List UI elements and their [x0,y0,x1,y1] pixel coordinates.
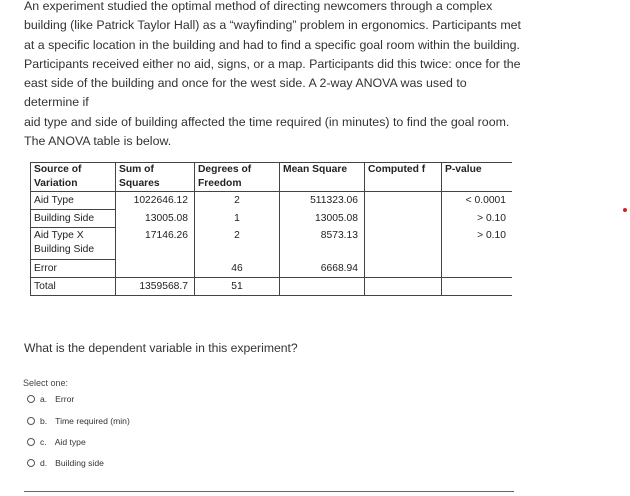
cell-source: Error [31,260,116,278]
radio-button-icon[interactable] [27,417,35,425]
header-sum-of-squares [116,163,195,192]
cell-df: 2 [195,228,280,260]
option-letter: a. [40,394,48,404]
intro-line: Participants received either no aid, signs, or a map. Participants did this twice: once for the [24,56,521,71]
header-computed-f [365,163,442,192]
header-text: Variation [34,178,78,189]
cell-source-text: Building Side [34,244,95,255]
cell-ms: 13005.08 [280,210,365,228]
option-letter: d. [40,458,48,468]
cell-source: Total [31,278,116,296]
cell-ms [280,278,365,296]
header-text: Sum of [119,164,154,175]
option-label: Time required (min) [55,416,130,426]
cell-ss: 13005.08 [116,210,195,228]
divider [24,491,514,492]
cell-f [365,260,442,278]
cell-source: Building Side [31,210,116,228]
header-text: Computed f [368,164,426,175]
table-row [31,210,513,228]
marker-dot-icon [623,208,627,212]
radio-button-icon[interactable] [27,459,35,467]
cell-f [365,278,442,296]
anova-table [30,162,512,296]
header-text: Degrees of [198,164,252,175]
cell-df: 1 [195,210,280,228]
option-d[interactable] [27,456,104,470]
cell-ms: 8573.13 [280,228,365,260]
table-row [31,278,513,296]
intro-line: building (like Patrick Taylor Hall) as a “wayfinding” problem in ergonomics. Participants met [24,18,521,33]
option-b[interactable] [27,414,130,428]
intro-line: at a specific location in the building and had to find a specific goal room within the building. [24,37,520,52]
option-letter: c. [40,437,47,447]
option-c[interactable] [27,435,86,449]
option-label: Aid type [54,437,86,447]
question-text: What is the dependent variable in this experiment? [24,341,298,355]
option-label: Building side [55,458,104,468]
header-text: Mean Square [283,164,348,175]
question-intro [24,0,524,151]
cell-df: 46 [195,260,280,278]
option-a[interactable] [27,392,74,406]
header-text: Squares [119,178,160,189]
header-mean-square [280,163,365,192]
cell-ss: 17146.26 [116,228,195,260]
table-row [31,260,513,278]
select-one-label: Select one: [23,378,69,388]
header-text: P-value [445,164,482,175]
cell-p [442,278,513,296]
cell-p: < 0.0001 [465,195,506,206]
cell-p: > 0.10 [477,229,506,241]
table-row [31,228,513,260]
cell-f [365,192,442,210]
intro-line: The ANOVA table is below. [24,134,172,149]
table-header-row [31,163,513,192]
cell-df: 51 [195,278,280,296]
cell-p [442,260,513,278]
header-degrees-of-freedom [195,163,280,192]
header-text: Freedom [198,178,242,189]
cell-df: 2 [195,192,280,210]
cell-ms: 6668.94 [280,260,365,278]
cell-source [31,228,116,260]
intro-line: An experiment studied the optimal method of directing newcomers through a complex [24,0,493,13]
table-row [31,192,513,210]
cell-source-text: Aid Type X [34,230,84,241]
radio-button-icon[interactable] [27,438,35,446]
cell-ss: 1359568.7 [116,278,195,296]
header-p-value [442,163,513,192]
radio-button-icon[interactable] [27,395,35,403]
cell-f [365,228,442,260]
cell-ms: 511323.06 [280,192,365,210]
cell-ss: 1022646.12 [116,192,195,210]
cell-ss [116,260,195,278]
intro-line: east side of the building and once for the west side. A 2-way ANOVA was used to determine if [24,76,467,110]
intro-line: aid type and side of building affected the time required (in minutes) to find the goal room. [24,114,510,129]
cell-f [365,210,442,228]
option-letter: b. [40,416,48,426]
header-source [31,163,116,192]
cell-p: > 0.10 [477,212,506,224]
option-label: Error [55,394,75,404]
cell-source: Aid Type [31,192,116,210]
header-text: Source of [34,164,82,175]
